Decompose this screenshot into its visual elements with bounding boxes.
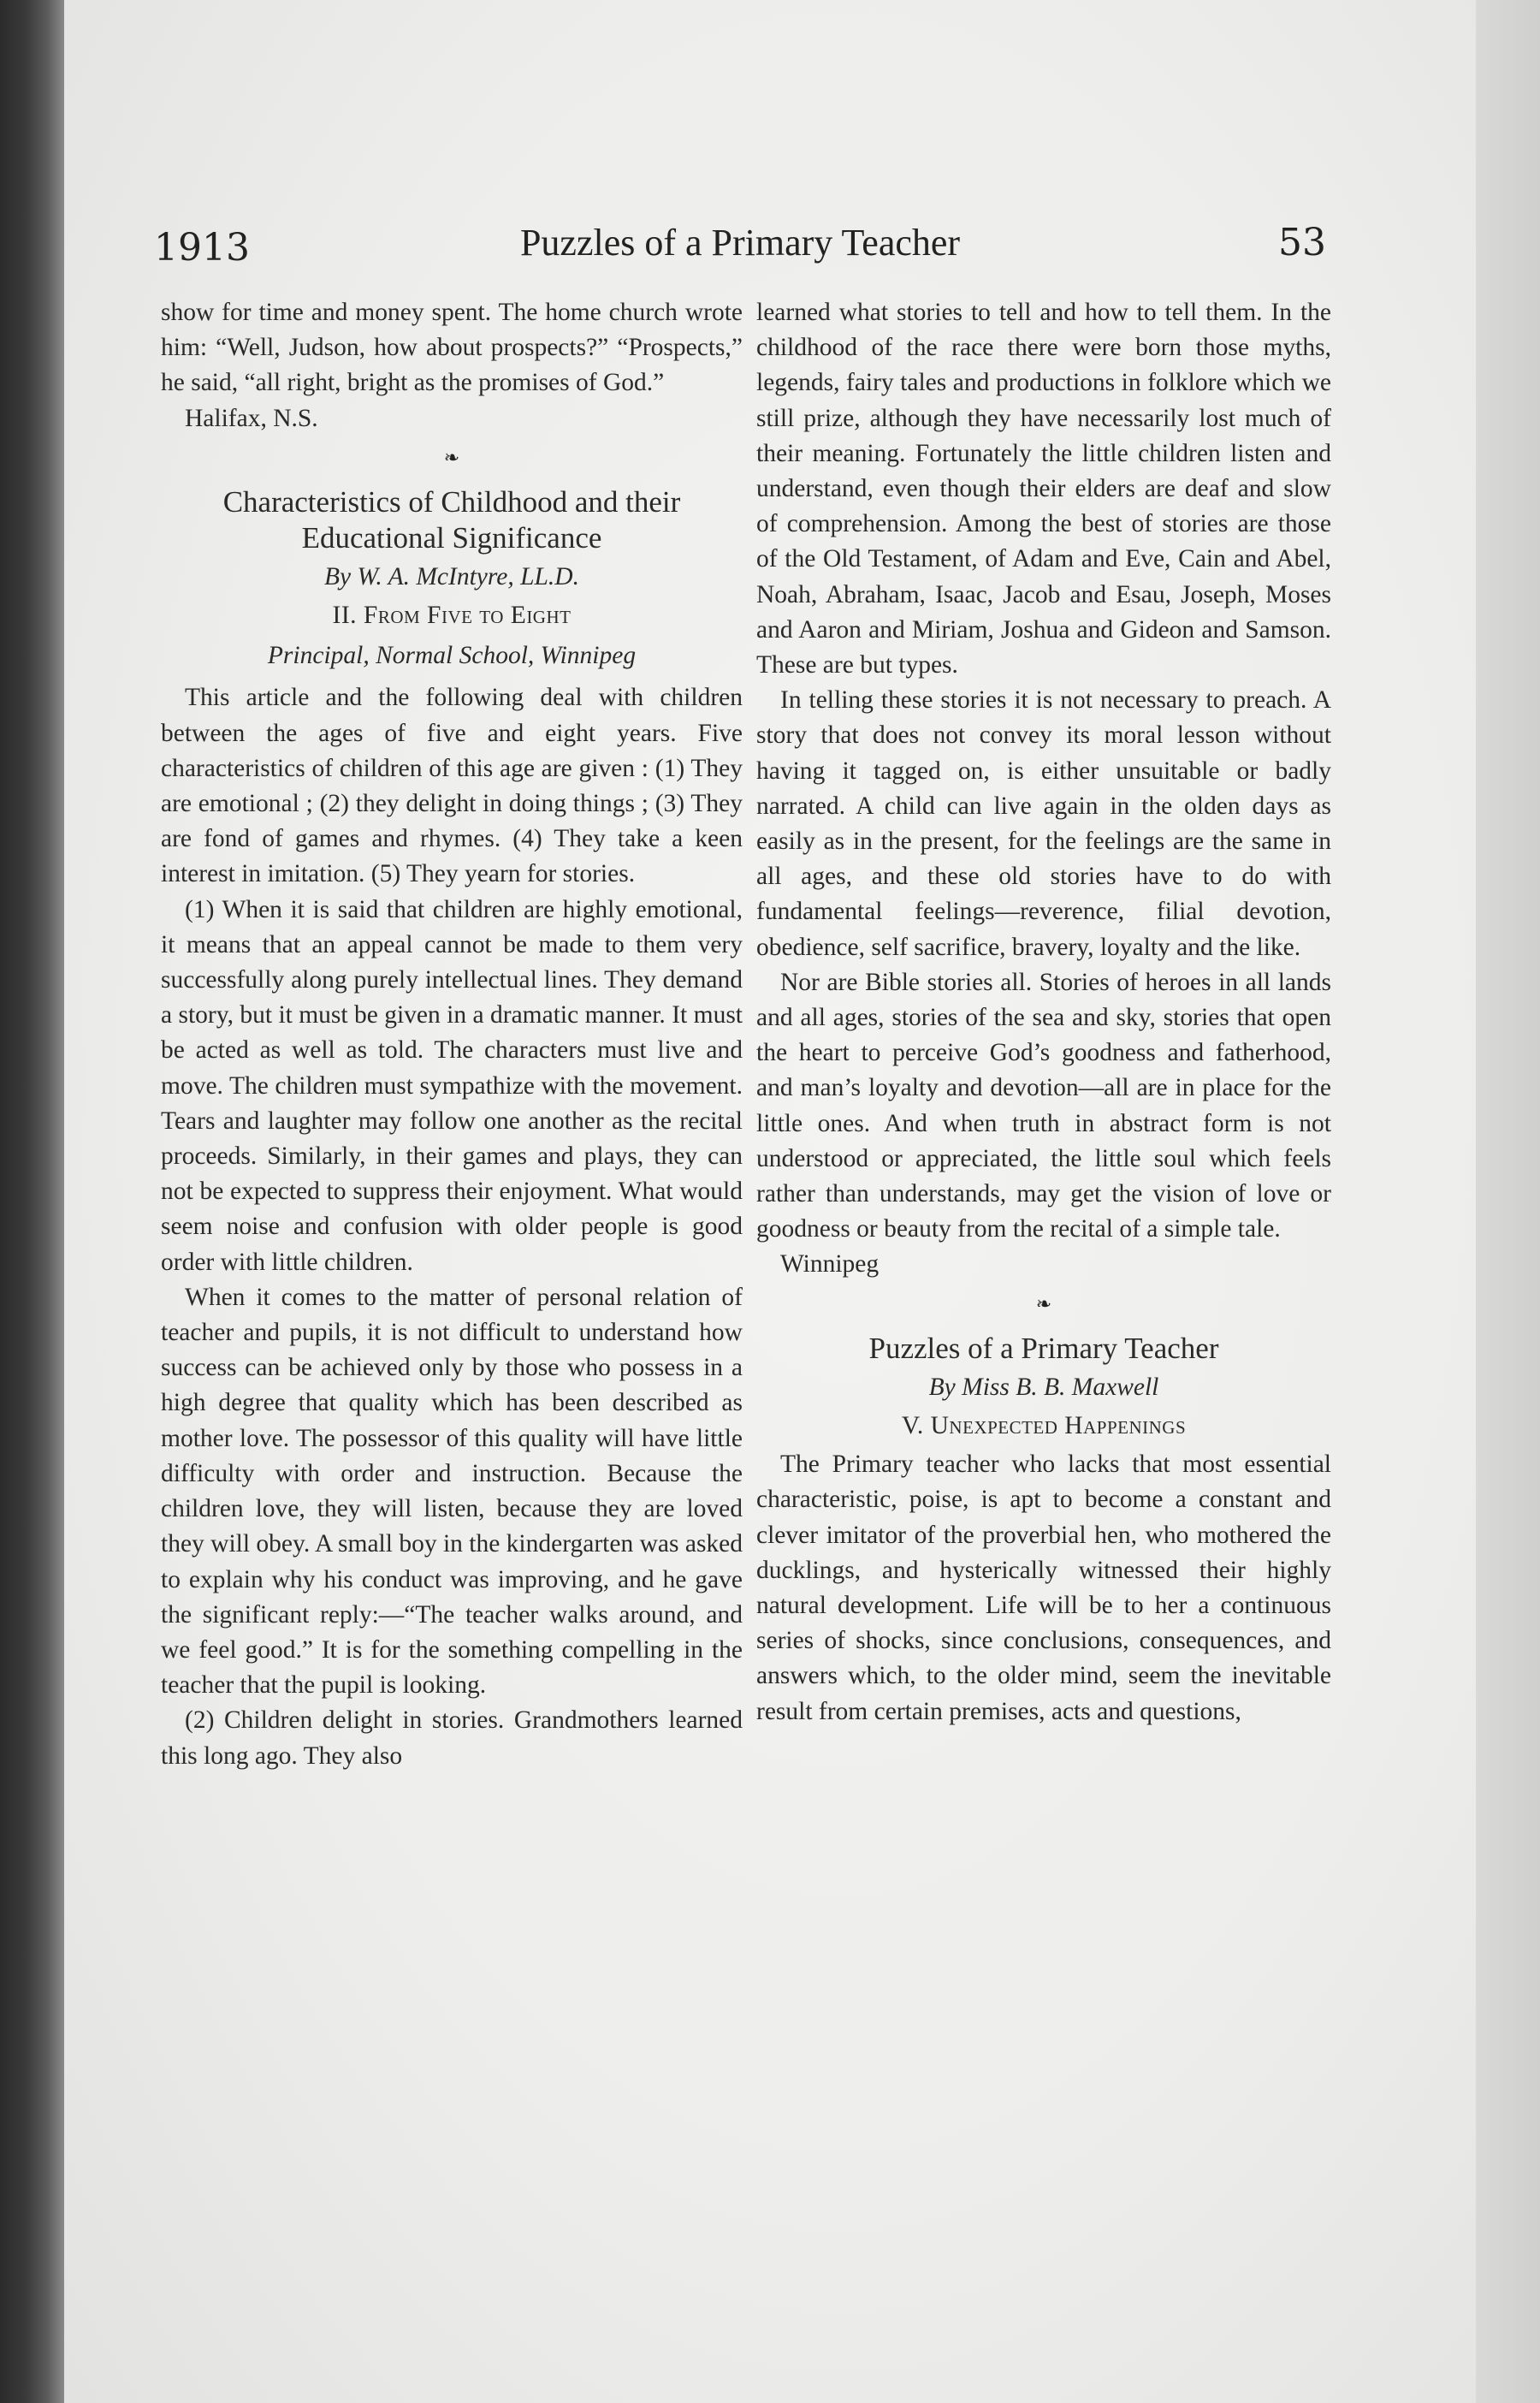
section-heading: II. From Five to Eight xyxy=(332,602,572,630)
body-paragraph: Nor are Bible stories all. Stories of heroes in all lands and all ages, stories of the sea and sky, stories that open the heart to perceive God’s goodness and fatherhood, and man’s loyalty and devotion—all are in place for the little ones. And when truth in abstract form is not understood or appreciated, the little soul which feels rather than understands, may get the vision of love or goodness or beauty from the recital of a simple tale. xyxy=(756,968,1331,1243)
left-column xyxy=(161,295,743,1774)
continuation-paragraph: show for time and money spent. The home church wrote him: “Well, Judson, how about prospects?” “Prospects,” he said, “all right, bright as the promises of God.” xyxy=(161,299,743,397)
place-line: Halifax, N.S. xyxy=(185,404,318,432)
page-number: 53 xyxy=(1278,221,1326,264)
running-head-title: Puzzles of a Primary Teacher xyxy=(519,222,961,264)
section-heading: V. Unexpected Happenings xyxy=(901,1411,1187,1439)
running-head xyxy=(154,221,1326,281)
ornament-icon: ❧ xyxy=(1035,1292,1052,1314)
article-title: Puzzles of a Primary Teacher xyxy=(868,1331,1219,1365)
right-column xyxy=(756,295,1331,1730)
body-paragraph: (1) When it is said that children are highly emotional, it means that an appeal cannot be made to them very successfully along purely intellectual lines. They demand a story, but it must be given in a dramatic manner. It must be acted as well as told. The characters must live and move. The children must sympathize with the movement. Tears and laughter may follow one another as the recital proceeds. Similarly, in their games and plays, they can not be expected to suppress their enjoyment. What would seem noise and confusion with older people is good order with little children. xyxy=(161,895,743,1276)
body-paragraph: When it comes to the matter of personal relation of teacher and pupils, it is not difficult to understand how success can be achieved only by those who possess in a high degree that quality which has been described as mother love. The possessor of this quality will have little difficulty with order and instruction. Because the children love, they will listen, because they are loved they will obey. A small boy in the kindergarten was asked to explain why his conduct was improving, and he gave the significant reply:—“The teacher walks around, and we feel good.” It is for the something compelling in the teacher that the pupil is looking. xyxy=(161,1283,743,1700)
article-byline: By Miss B. B. Maxwell xyxy=(928,1373,1159,1401)
body-paragraph: In telling these stories it is not necessary to preach. A story that does not convey its moral lesson without having it tagged on, is either unsuitable or badly narrated. A child can live again in the olden days as easily as in the present, for the feelings are the same in all ages, and these old stories have to do with fundamental feelings—reverence, filial devotion, obedience, self sacrifice, bravery, loyalty and the like. xyxy=(756,686,1331,961)
page-edge xyxy=(1476,0,1540,2403)
body-paragraph: The Primary teacher who lacks that most essential characteristic, poise, is apt to become a constant and clever imitator of the proverbial hen, who mothered the ducklings, and hysterically witnessed their highly natural development. Life will be to her a continuous series of shocks, since conclusions, consequences, and answers which, to the older mind, seem the inevitable result from certain premises, acts and questions, xyxy=(756,1451,1331,1725)
author-affiliation: Principal, Normal School, Winnipeg xyxy=(267,642,637,670)
article-byline: By W. A. McIntyre, LL.D. xyxy=(324,562,579,590)
binding-shadow xyxy=(0,0,64,2403)
body-paragraph: learned what stories to tell and how to tell them. In the childhood of the race there were born those myths, legends, fairy tales and productions in folklore which we still prize, although they have necessarily lost much of their meaning. Fortunately the little children listen and understand, even though their elders are deaf and slow of comprehension. Among the best of stories are those of the Old Testament, of Adam and Eve, Cain and Abel, Noah, Abraham, Isaac, Jacob and Esau, Joseph, Moses and Aaron and Miriam, Joshua and Gideon and Samson. These are but types. xyxy=(756,299,1331,679)
place-line: Winnipeg xyxy=(780,1250,880,1279)
ornament-icon: ❧ xyxy=(443,446,460,468)
article-title: Characteristics of Childhood and their Educational Significance xyxy=(222,484,681,555)
body-paragraph: (2) Children delight in stories. Grandmothers learned this long ago. They also xyxy=(161,1706,743,1770)
body-paragraph: This article and the following deal with children between the ages of five and eight years. Five characteristics of children of this age are given : (1) They are emotional ; (2) they delight in doing things ; (3) They are fond of games and rhymes. (4) They take a keen interest in imitation. (5) They yearn for stories. xyxy=(161,684,743,888)
running-head-year: 1913 xyxy=(154,226,250,270)
